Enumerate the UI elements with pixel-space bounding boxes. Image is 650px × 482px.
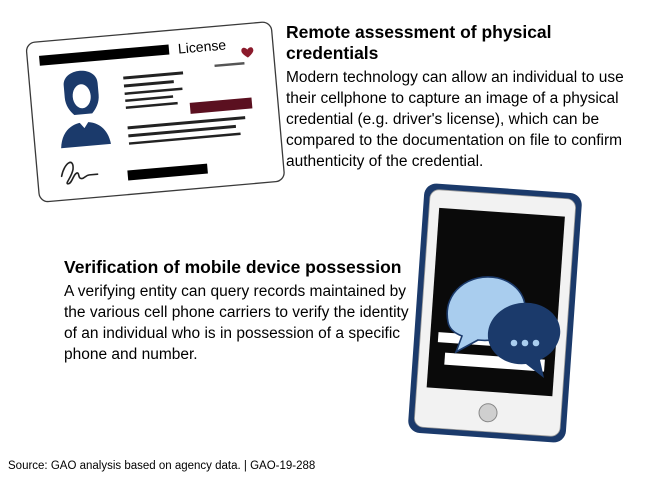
license-card-illustration [18, 8, 290, 208]
mobile-possession-heading: Verification of mobile device possession [64, 257, 402, 277]
mobile-possession-description: A verifying entity can query records maintained by the various cell phone carriers to verify the identity of an individual who is in possession of a specific phone and number. [64, 283, 409, 363]
remote-assessment-heading: Remote assessment of physical credentials [286, 22, 552, 63]
license-card [26, 21, 285, 202]
license-label: License [177, 36, 227, 57]
remote-assessment-description: Modern technology can allow an individual to use their cellphone to capture an image of a physical credential (e.g. driver's license), which can be compared to the documentation on file to confirm authenticity of the credential. [286, 69, 624, 170]
source-note: Source: GAO analysis based on agency data. | GAO-19-288 [8, 460, 316, 472]
mobile-possession-section [64, 257, 424, 365]
remote-assessment-section [286, 22, 646, 172]
